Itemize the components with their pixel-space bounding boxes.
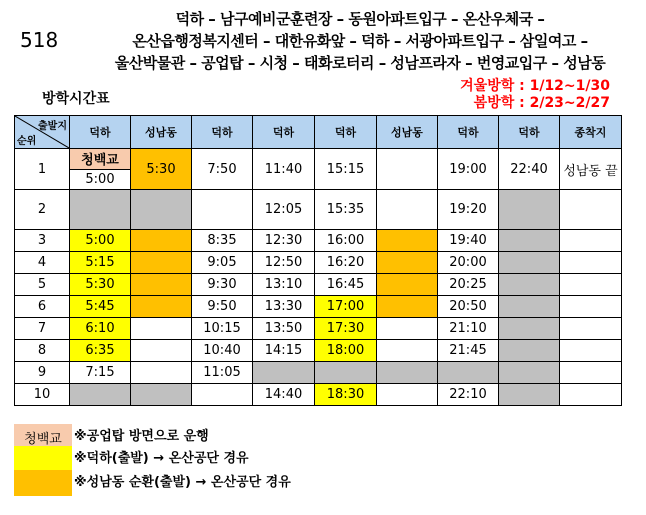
time-cell (131, 252, 192, 274)
time-cell (377, 384, 438, 406)
time-cell (377, 318, 438, 340)
time-cell: 14:15 (253, 340, 315, 362)
time-cell (560, 230, 622, 252)
time-cell (560, 362, 622, 384)
time-cell: 8:35 (192, 230, 253, 252)
time-cell (377, 274, 438, 296)
column-header: 성남동 (377, 116, 438, 149)
time-cell: 6:10 (70, 318, 131, 340)
time-cell (560, 340, 622, 362)
time-cell: 7:15 (70, 362, 131, 384)
timetable (14, 115, 622, 406)
route-stops-line: 울산박물관 – 공업탑 – 시청 – 태화로터리 – 성남프라자 – 번영교입구 – 성남동 (114, 54, 606, 72)
time-cell (131, 274, 192, 296)
time-cell (377, 252, 438, 274)
time-cell: 13:10 (253, 274, 315, 296)
time-cell: 15:15 (315, 149, 377, 190)
time-cell (377, 230, 438, 252)
time-cell: 5:30 (131, 149, 192, 190)
time-cell: 성남동 끝 (560, 149, 622, 190)
time-cell (377, 149, 438, 190)
spring-vacation: 봄방학 : 2/23~2/27 (473, 95, 610, 111)
row-number: 4 (15, 252, 70, 274)
table-row (15, 340, 622, 362)
time-cell (377, 340, 438, 362)
time-cell: 12:05 (253, 190, 315, 230)
legend-swatch-yellow (14, 446, 72, 472)
time-cell (253, 362, 315, 384)
time-cell: 16:20 (315, 252, 377, 274)
time-cell (499, 384, 560, 406)
row-number: 7 (15, 318, 70, 340)
time-cell: 11:40 (253, 149, 315, 190)
table-row (15, 296, 622, 318)
stop-label: 청백교 (70, 149, 130, 170)
time-cell (560, 296, 622, 318)
time-cell: 16:45 (315, 274, 377, 296)
column-header: 덕하 (192, 116, 253, 149)
time-cell: 12:30 (253, 230, 315, 252)
time-cell: 21:10 (438, 318, 499, 340)
time-cell (131, 318, 192, 340)
table-row (15, 149, 622, 190)
time-cell: 20:25 (438, 274, 499, 296)
route-stops (90, 8, 630, 74)
route-number: 518 (20, 28, 59, 52)
row-number: 5 (15, 274, 70, 296)
header-row (15, 116, 622, 149)
time-cell: 20:00 (438, 252, 499, 274)
time-cell (131, 384, 192, 406)
column-header: 덕하 (499, 116, 560, 149)
time-cell: 21:45 (438, 340, 499, 362)
time-value: 5:00 (85, 171, 115, 187)
time-cell: 22:40 (499, 149, 560, 190)
table-row (15, 362, 622, 384)
row-number: 9 (15, 362, 70, 384)
time-cell: 5:15 (70, 252, 131, 274)
time-cell (377, 190, 438, 230)
time-cell (192, 384, 253, 406)
row-number: 3 (15, 230, 70, 252)
time-cell (377, 296, 438, 318)
time-cell (438, 362, 499, 384)
table-row (15, 230, 622, 252)
time-cell: 10:40 (192, 340, 253, 362)
route-stops-line: 덕하 – 남구예비군훈련장 – 동원아파트입구 – 온산우체국 – (175, 10, 545, 28)
time-cell (131, 230, 192, 252)
row-number: 1 (15, 149, 70, 190)
time-cell: 5:45 (70, 296, 131, 318)
time-cell: 19:40 (438, 230, 499, 252)
time-cell: 11:05 (192, 362, 253, 384)
time-cell (499, 296, 560, 318)
time-cell (499, 230, 560, 252)
time-cell: 10:15 (192, 318, 253, 340)
time-cell (131, 190, 192, 230)
column-header: 종착지 (560, 116, 622, 149)
time-cell: 19:00 (438, 149, 499, 190)
corner-origin-label: 출발지 (38, 121, 67, 132)
time-cell (560, 318, 622, 340)
time-cell: 9:30 (192, 274, 253, 296)
time-cell (377, 362, 438, 384)
column-header: 덕하 (253, 116, 315, 149)
time-cell: 7:50 (192, 149, 253, 190)
table-row (15, 252, 622, 274)
time-cell (499, 340, 560, 362)
corner-order-label: 순위 (17, 136, 37, 147)
legend-text: ※성남동 순환(출발) → 온산공단 경유 (74, 475, 291, 490)
time-cell: 17:00 (315, 296, 377, 318)
time-cell (70, 190, 131, 230)
legend-swatch-orange (14, 470, 72, 496)
time-cell: 5:00 (70, 230, 131, 252)
time-cell (70, 149, 131, 190)
timetable-title: 방학시간표 (42, 91, 110, 107)
time-cell: 6:35 (70, 340, 131, 362)
time-cell (560, 252, 622, 274)
table-row (15, 318, 622, 340)
timetable-body (15, 149, 622, 406)
legend-item (14, 470, 414, 498)
legend-text: ※공업탑 방면으로 운행 (74, 429, 209, 444)
time-cell: 20:50 (438, 296, 499, 318)
time-cell: 15:35 (315, 190, 377, 230)
time-cell (131, 296, 192, 318)
time-cell (499, 362, 560, 384)
table-row (15, 190, 622, 230)
legend-text: ※덕하(출발) → 온산공단 경유 (74, 451, 249, 466)
vacation-periods (460, 78, 610, 112)
time-cell (499, 252, 560, 274)
time-cell (560, 190, 622, 230)
time-cell: 17:30 (315, 318, 377, 340)
time-cell (499, 318, 560, 340)
time-cell (131, 340, 192, 362)
column-header: 성남동 (131, 116, 192, 149)
time-cell: 14:40 (253, 384, 315, 406)
row-number: 2 (15, 190, 70, 230)
time-cell: 22:10 (438, 384, 499, 406)
time-cell: 16:00 (315, 230, 377, 252)
time-cell (499, 190, 560, 230)
column-header: 덕하 (315, 116, 377, 149)
time-cell (131, 362, 192, 384)
time-cell (315, 362, 377, 384)
legend-swatch-cheongbaekgyo: 청백교 (14, 424, 72, 450)
winter-vacation: 겨울방학 : 1/12~1/30 (460, 78, 610, 94)
column-header: 덕하 (438, 116, 499, 149)
table-row (15, 384, 622, 406)
time-cell: 13:30 (253, 296, 315, 318)
time-cell (70, 384, 131, 406)
time-cell: 9:50 (192, 296, 253, 318)
table-row (15, 274, 622, 296)
row-number: 10 (15, 384, 70, 406)
time-cell: 18:00 (315, 340, 377, 362)
time-cell (499, 274, 560, 296)
route-stops-line: 온산읍행정복지센터 – 대한유화앞 – 덕하 – 서광아파트입구 – 삼일여고 – (132, 32, 588, 50)
time-cell (560, 274, 622, 296)
time-cell: 18:30 (315, 384, 377, 406)
row-number: 8 (15, 340, 70, 362)
time-cell: 5:30 (70, 274, 131, 296)
time-cell: 9:05 (192, 252, 253, 274)
column-header: 덕하 (70, 116, 131, 149)
time-cell: 12:50 (253, 252, 315, 274)
time-cell: 13:50 (253, 318, 315, 340)
time-cell: 19:20 (438, 190, 499, 230)
row-number: 6 (15, 296, 70, 318)
time-cell (192, 190, 253, 230)
header-corner (15, 116, 70, 149)
time-cell (560, 384, 622, 406)
